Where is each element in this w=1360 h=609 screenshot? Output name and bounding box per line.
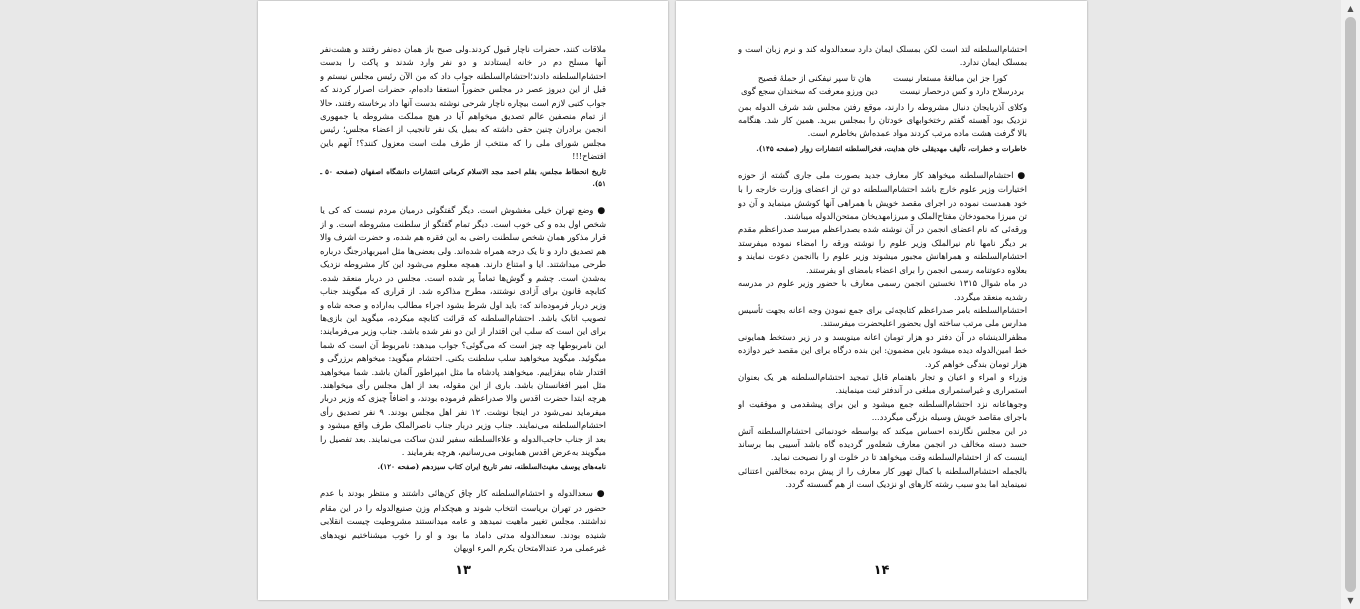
paragraph: در این مجلس نگارنده احساس میکند که بواسطه خودنمائی احتشام‌السلطنه آتش حسد دسته مخالف در انجمن معارف شعله‌ور گردیده گاه باشد آسیبی بما برساند اینست که از احتشام‌السلطنه وقت میخواهد تا در خلوت او را نصیحت نماید. bbox=[738, 425, 1027, 463]
paragraph: ● وضع تهران خیلی مغشوش است. دیگر گفتگوئی درمیان مردم نیست که کی یا شخص اول بده و کی خوب است. دیگر تمام گفتگو از سلطنت مشروطه است. و از قرار مذکور همان شخص سلطنت راضی به این فقره هم شده، و حضرت اشرف والا هم تصدیق دارد و تا یک درجه همراه شده‌اند. ولی بعضی‌ها مثل امیربهادرجنگ درباره طرحی میداشتند. ایا و امتناع دارند. همچه معلوم می‌شود این کار مشروطه نزدیک به‌شدن است. چشم و گوش‌ها تماماً پر شده است. مجلس در دربار منعقد شده. کتابچه قانون برای آزادی نوشتند، مطرح مذاکره شد. از قراری که میگویند جناب وزیر دربار فرموده‌اند که: باید اول شرط بشود اجراء مطالب به‌اراده و صحه شاه و تصویب اتابک باشد. احتشام‌السلطنه که قرائت کتابچه میکرده، میگوید این بازی‌ها برای این است که سلب این اقتدار از این دو نفر شده باشد. جناب وزیر می‌فرمایند: این نامربوطها چه چیز است که می‌گوئی؟ جواب میدهد: نامربوط آن است که شما میگوئید. میگوید میخواهید سلب سلطنت بکنی. احتشام میگوید: میخواهم برزرگی و اقتدار شاه بیفزاییم. میخواهند پادشاه ما مثل امپراطور آلمان باشد. شما میخواهید مثل امیر افغانستان باشد. باری از این مقوله، بعد از اهل مجلس رأی میخواهند. هرچه ابتدا حضرت اقدس والا صدراعظم فرموده بودند، و اضافاً چیزی که وزیر دربار میفرماید نمی‌شود در اینجا نوشت. ۱۲ نفر اهل مجلس بودند. ۹ نفر تصدیق رأی احتشام‌السلطنه می‌نمایند. جناب وزیر دربار جناب ناصرالملک طرف واقع میشود و بعد از جناب حاجب‌الدوله و علاءالسلطنه سفیر لندن ساکت می‌نمایند. بعد تفصیل را میگویند به‌عرض اقدس همایونی می‌رسانیم، هرچه بفرمایند . bbox=[320, 204, 606, 460]
page-13 bbox=[258, 1, 668, 600]
paragraph: ملاقات کنند، حضرات ناچار قبول کردند.ولی صبح باز همان ده‌نفر رفتند و هشت‌نفر آنها مسلح دم در خانه ایستادند و دو نفر وارد شدند و پاکت را بدست احتشام‌السلطنه دادند؛احتشام‌السلطنه جواب داد که من الآن رئیس مجلس نیستم و قبل از این دیروز عصر در مجلس حضوراً استعفا داده‌ام، حضرات اصرار کردند که جواب کتبی لازم است بیچاره ناچار شرحی نوشته بدست آنها داد برخاسته رفتند، حالا از تمام منصفین عالم تصدیق میخواهم آیا در هیچ مملکت مشروطه یا جمهوری انجمن برادران چنین حقی داشته که بمیل یک نفر تانجیب از اعضاء مجلس؛ رئیس مجلس شورای ملی را که منتخب از طرف ملت است معزول کنند؟! آنهم باین افتضاح!!! bbox=[320, 44, 606, 162]
verse-block bbox=[738, 72, 1027, 99]
page-14 bbox=[676, 1, 1087, 600]
paragraph: مظفرالدینشاه در آن دفتر دو هزار تومان اعانه مینویسد و در زیر دستخط همایونی خط امین‌الدوله دیده میشود باین مضمون: این بنده درگاه برای این مقصد خیر دوازده هزار تومان بندگی خواهم کرد. bbox=[738, 331, 1027, 369]
page-number: ۱۴ bbox=[873, 563, 890, 578]
page-number: ۱۳ bbox=[455, 563, 471, 578]
paragraph: ● احتشام‌السلطنه میخواهد کار معارف جدید بصورت ملی جاری گشته از حوزه اختیارات وزیر علوم خارج باشد احتشام‌السلطنه دو تن از اعضای وزارت خارجه را با خود همدست نموده در اجرای مقصد خویش با همراهی آنها کوشش مینماید و آن دو تن میرزا محمودخان مفتاح‌الملک و میرزامهدیخان ممتحن‌الدوله میباشند. bbox=[738, 169, 1027, 224]
hemistich: دین ورزو معرفت که سخندان سجع گوی bbox=[741, 86, 878, 97]
scroll-up-arrow-icon[interactable]: ▲ bbox=[1347, 4, 1354, 13]
hemistich: کورا جز این مبالغهٔ مستعار نیست bbox=[893, 72, 1008, 83]
scrollbar-thumb[interactable] bbox=[1345, 17, 1356, 592]
scroll-down-arrow-icon[interactable]: ▼ bbox=[1347, 596, 1354, 605]
verse-row bbox=[741, 85, 1024, 98]
paragraph: بالجمله احتشام‌السلطنه با کمال تهور کار معارف را از پیش برده بمخالفین اعتنائی نمینماید اما بدو سبب رشته کارهای او نزدیک است از هم گسسته گردد. bbox=[738, 465, 1027, 490]
source-citation: خاطرات و خطرات، تألیف مهدیقلی خان هدایت، فخرالسلطنه انتشارات زوار (صفحه ۱۴۵). bbox=[756, 143, 1027, 153]
hemistich: هان تا سپر نیفکنی از حملهٔ فصیح bbox=[757, 72, 872, 83]
vertical-scrollbar[interactable] bbox=[1341, 0, 1360, 609]
paragraph: ● سعدالدوله و احتشام‌السلطنه کار چاق کن‌هائی داشتند و منتظر بودند با عدم حضور در تهران بریاست انتخاب شوند و هیچکدام وزن صنیع‌الدوله را در این مقام نداشتند. مجلس تغییر ماهیت نمیدهد و عامه میدانستند مشروطیت چیست انقلابی شنیده بودند. سعدالدوله مدتی داماد ما بود و او را خوب میشناختیم نویدهای غیرعملی مرد عندالامتحان یکرم المرء اویهان bbox=[320, 487, 606, 555]
source-citation: نامه‌های یوسف مغیث‌السلطنه، نشر تاریخ ایران کتاب سیزدهم (صفحه ۱۲۰). bbox=[377, 462, 606, 472]
hemistich: بردرسلاح دارد و کس درحصار نیست bbox=[899, 86, 1024, 97]
paragraph: وجوهاعانه نزد احتشام‌السلطنه جمع میشود و این برای پیشقدمی و موفقیت او باجرای مقاصد خویش وسیله بزرگی میگردد... bbox=[738, 398, 1027, 423]
paragraph: ورقه‌ئی که نام اعضای انجمن در آن نوشته شده بصدراعظم میرسد صدراعظم مقدم بر دیگر نامها نام نیرالملک وزیر علوم را نوشته ورقه را امضاء نموده میفرستد احتشام‌السلطنه و همراهانش مجبور میشوند وزیر علوم را باانجمن دعوت نمایند و بعلاوه دعوتنامه رسمی انجمن را برای اعضاء بامضای او بفرستند. bbox=[738, 224, 1027, 275]
source-citation: تاریخ انحطاط مجلس، بقلم احمد مجد الاسلام کرمانی انتشارات دانشگاه اصفهان (صفحه ۵۰ ـ ۵۱). bbox=[320, 166, 606, 188]
page-14-text bbox=[738, 43, 1027, 560]
verse-row bbox=[758, 72, 1007, 85]
paragraph: وزراء و امراء و اعیان و تجار باهتمام قابل تمجید احتشام‌السلطنه هر یک بعنوان استمراری و غیراستمراری مبلغی در آندفتر ثبت مینمایند. bbox=[738, 371, 1027, 396]
page-13-text bbox=[320, 43, 606, 560]
paragraph: احتشام‌السلطنه لتد است لکن بمسلک ایمان دارد سعدالدوله کند و نرم زبان است و بمسلک ایمان ندارد. bbox=[738, 44, 1027, 68]
paragraph: در ماه شوال ۱۳۱۵ نخستین انجمن رسمی معارف با حضور وزیر علوم در مدرسه رشدیه منعقد میگردد. bbox=[738, 278, 1027, 302]
paragraph: احتشام‌السلطنه بامر صدراعظم کتابچه‌ئی برای جمع نمودن وجه اعانه بجهت تأسیس مدارس ملی مرتب ساخته اول بحضور اعلیحضرت میفرستند. bbox=[738, 304, 1027, 329]
paragraph: وکلای آذربایجان دنبال مشروطه را دارند، موقع رفتن مجلس شد شرف الدوله بمن نزدیک بود آهسته گفتم رختخوابهای خودتان را بمجلس ببرید. همین کار شد. هنگامه بالا گرفت هشت ماده مرتب کردند مواد عمده‌اش بخاطرم است. bbox=[738, 101, 1027, 139]
